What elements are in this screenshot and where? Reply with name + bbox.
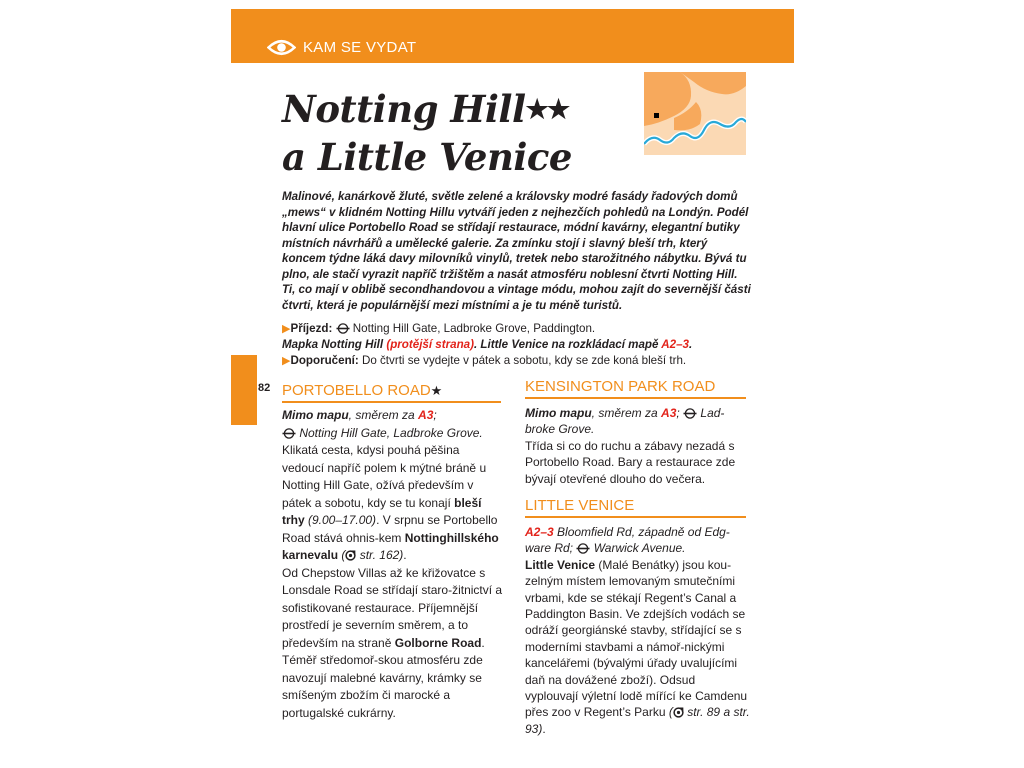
location-address: Bloomfield Rd, západně od Edg-ware Rd; (525, 525, 730, 556)
map-ref-prefix: Mapka Notting Hill (282, 338, 387, 351)
page-edge-tab (231, 355, 257, 425)
page-reference-icon (673, 707, 684, 718)
arrival-label: Příjezd: (290, 322, 333, 335)
eye-icon (267, 38, 296, 57)
highlight-little-venice: Little Venice (525, 557, 596, 572)
paragraph-text: Od Chepstow Villas až ke křižovatce s Lonsdale Road se střídají staro-žitnictví a sofistikované restaurace. Příjemnější prostředí je severním směrem, a to především na straně (282, 565, 503, 650)
heading-portobello-label: PORTOBELLO ROAD (282, 382, 431, 399)
map-grid-ref[interactable]: A3 (418, 408, 434, 422)
location-line (282, 408, 483, 440)
rating-stars: ★★ (525, 95, 569, 125)
section-header-bar (231, 9, 794, 63)
paragraph-text: (Malé Benátky) jsou kou-zelným místem lemovaným smutečními vrbami, kde se stékají Regent’s Canal a Paddington Basin. Ve zdejších vodách se odráží georgiánské stavby, střídající se s moderními stavbami a námoř-nickými kancelářemi (bývalými úřady uvalujícími daň na dovážené zboží). Odsud vyplouvají výletní lodě mířící ke Camdenu přes zoo v Regent’s Parku (525, 557, 748, 720)
highlight-carnival: Nottinghillského karnevalu (282, 530, 499, 562)
title-line-2: a Little Venice (282, 135, 572, 179)
star-icon: ★ (430, 383, 443, 398)
paragraph-end: . (542, 721, 546, 736)
tip-line (282, 353, 762, 369)
map-location-marker (654, 113, 659, 118)
highlight-golborne-road: Golborne Road (394, 635, 482, 650)
locator-map (644, 72, 746, 155)
location-label: Mimo mapu (525, 406, 592, 420)
page-title (282, 88, 572, 179)
map-reference-line (282, 337, 762, 353)
location-punct: ; (433, 408, 437, 422)
little-venice-body (525, 524, 751, 737)
triangle-bullet-icon: ▶ (282, 355, 291, 367)
kensington-body (525, 405, 751, 487)
map-ref-end: . (688, 338, 693, 351)
location-line (525, 406, 724, 436)
ref-paren: ( (665, 705, 673, 720)
practical-info (282, 321, 762, 369)
underground-icon (282, 428, 296, 439)
arrival-line (282, 321, 762, 337)
heading-portobello-road (282, 382, 501, 403)
portobello-body (282, 407, 504, 722)
paragraph-text: Klikatá cesta, kdysi pouhá pěšina vedoucí napříč polem k mýtné bráně u Notting Hill Gate, ožívá především v pátek a sobotu, kdy se tu konají (282, 443, 487, 510)
heading-little-venice (525, 497, 746, 518)
underground-icon (576, 543, 590, 554)
intro-paragraph: Malinové, kanárkově žluté, světle zelené a královsky modré fasády řadových domů „mews“ v klidném Notting Hillu vytváří jeden z nejhezčích pohledů na Londýn. Podél hlavní ulice Portobello Road se střídají restaurace, módní kavárny, elegantní butiky místních návrhářů a umělecké galerie. Za zmínku stojí i slavný bleší trh, který koncem týdne láká davy milovníků vinylů, tretek nebo starožitného nábytku. Bývá tu plno, ale stačí vyrazit napříč tržištěm a nasát atmosféru noblesní čtvrti Notting Hill. Ti, co mají v oblibě secondhandovou a vintage módu, mohou zajít do severnější části čtvrti, která je populárnější mezi místními a je tu méně turistů. (282, 190, 751, 312)
title-line-1: Notting Hill (282, 87, 526, 131)
map-grid-ref[interactable]: A3 (661, 406, 677, 420)
ref-paren: ( (338, 548, 346, 562)
tip-label: Doporučení: (290, 354, 359, 367)
paragraph-end: . (403, 548, 407, 562)
map-grid-ref[interactable]: A2–3 (525, 525, 554, 539)
heading-venice-label: LITTLE VENICE (525, 497, 635, 514)
location-line (525, 525, 730, 555)
map-ref-link[interactable]: (protější strana) (386, 338, 474, 351)
highlight-flea-market: bleší trhy (282, 495, 482, 527)
section-header-label: KAM SE VYDAT (303, 39, 417, 56)
heading-kensington-label: KENSINGTON PARK ROAD (525, 378, 716, 395)
location-direction: , směrem za (348, 408, 419, 422)
underground-icon (683, 408, 697, 419)
page-reference-icon (345, 550, 356, 561)
page-reference[interactable]: str. 89 a str. 93) (525, 705, 750, 736)
underground-icon (336, 323, 350, 334)
heading-kensington-park-road (525, 378, 746, 399)
paragraph-text: . Téměř středomoř-skou atmosféru zde navozují malebné kavárny, krámky se smíšeným zbožím či marocké a portugalské cukrárny. (282, 635, 485, 720)
paragraph-text: . V srpnu se Portobello Road stává ohnis-kem (282, 513, 498, 545)
location-direction: , směrem za (591, 406, 662, 420)
location-punct: ; (676, 406, 680, 420)
station-names: Warwick Avenue. (590, 541, 686, 556)
tip-text: Do čtvrti se vydejte v pátek a sobotu, kdy se zde koná bleší trh. (358, 354, 687, 367)
station-names: Notting Hill Gate, Ladbroke Grove. (296, 425, 483, 440)
page-reference[interactable]: str. 162) (356, 548, 404, 562)
paragraph-text: Třída si co do ruchu a zábavy nezadá s Portobello Road. Bary a restaurace zde bývají otevřené dlouho do večera. (525, 438, 736, 486)
location-label: Mimo mapu (282, 408, 349, 422)
triangle-bullet-icon: ▶ (282, 323, 291, 335)
opening-hours: (9.00–17.00) (304, 513, 377, 527)
station-names: Lad-broke Grove. (525, 406, 725, 437)
map-grid-ref[interactable]: A2–3 (661, 338, 689, 351)
map-ref-middle: . Little Venice na rozkládací mapě (473, 338, 662, 351)
page-number: 82 (258, 382, 271, 394)
arrival-stations: Notting Hill Gate, Ladbroke Grove, Paddington. (349, 322, 596, 335)
